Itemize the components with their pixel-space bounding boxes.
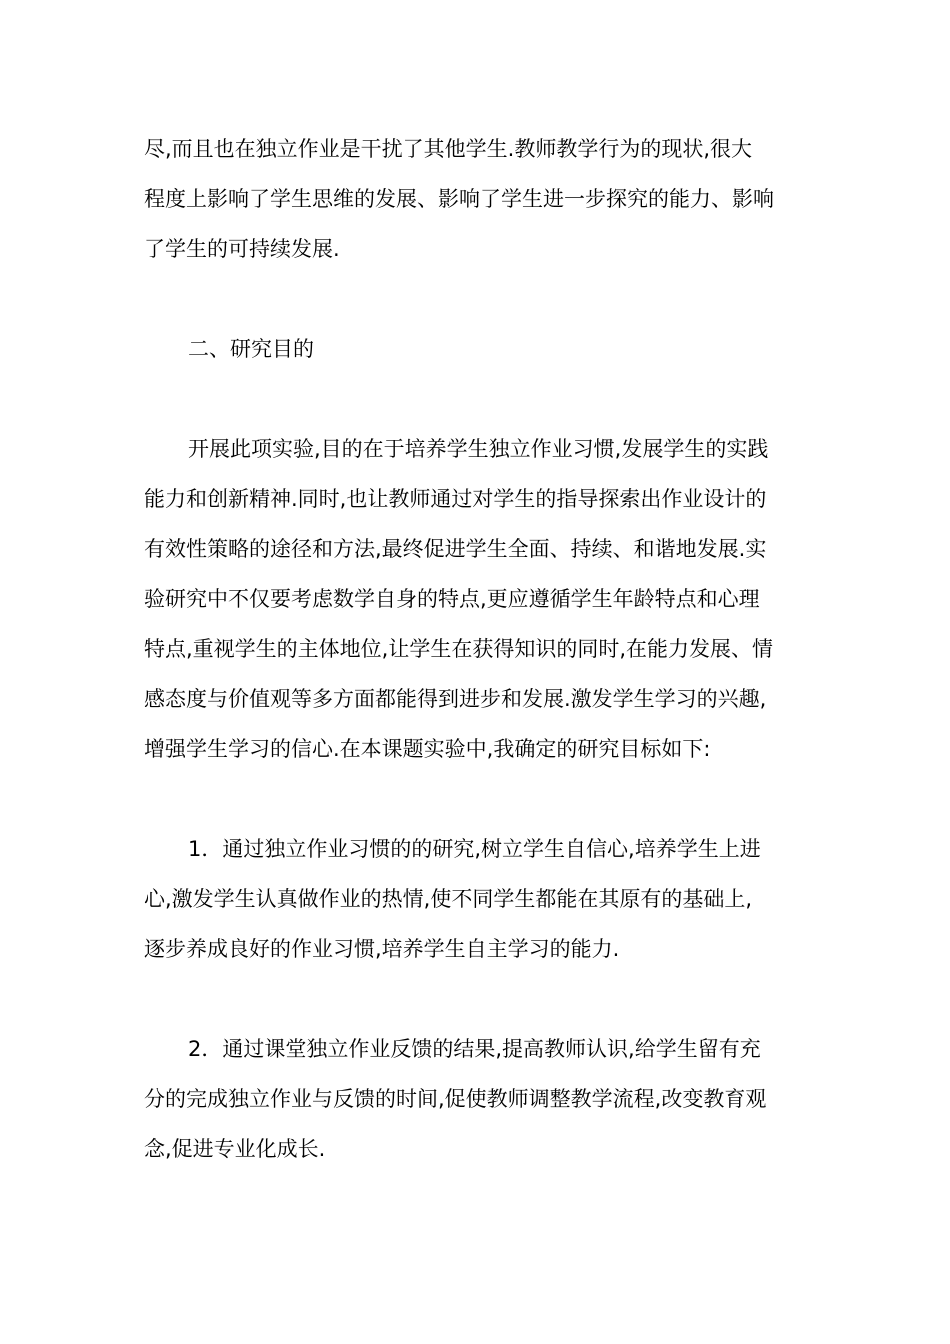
text-line: 有效性策略的途径和方法,最终促进学生全面、持续、和谐地发展.实	[144, 537, 767, 561]
paragraph-goal-2	[144, 1024, 808, 1174]
text-line: 特点,重视学生的主体地位,让学生在获得知识的同时,在能力发展、情	[144, 637, 774, 661]
text-line: 心,激发学生认真做作业的热情,使不同学生都能在其原有的基础上,	[144, 887, 753, 911]
text-line: 验研究中不仅要考虑数学自身的特点,更应遵循学生年龄特点和心理	[144, 587, 760, 611]
text-line: 分的完成独立作业与反馈的时间,促使教师调整教学流程,改变教育观	[144, 1087, 767, 1111]
paragraph-purpose	[144, 424, 808, 774]
text-line: 程度上影响了学生思维的发展、影响了学生进一步探究的能力、影响	[144, 187, 774, 211]
text-line: 逐步养成良好的作业习惯,培养学生自主学习的能力.	[144, 937, 620, 961]
text-line: 增强学生学习的信心.在本课题实验中,我确定的研究目标如下:	[144, 737, 711, 761]
text-line: 2．通过课堂独立作业反馈的结果,提高教师认识,给学生留有充	[188, 1037, 761, 1061]
text-line: 感态度与价值观等多方面都能得到进步和发展.激发学生学习的兴趣,	[144, 687, 767, 711]
section-heading	[144, 324, 808, 374]
text-line: 尽,而且也在独立作业是干扰了其他学生.教师教学行为的现状,很大	[144, 137, 753, 161]
paragraph-intro	[144, 124, 808, 274]
text-line: 能力和创新精神.同时,也让教师通过对学生的指导探索出作业设计的	[144, 487, 767, 511]
text-line: 了学生的可持续发展.	[144, 237, 340, 261]
paragraph-goal-1	[144, 824, 808, 974]
text-line: 1．通过独立作业习惯的的研究,树立学生自信心,培养学生上进	[188, 837, 761, 861]
text-line: 念,促进专业化成长.	[144, 1137, 326, 1161]
heading-text: 二、研究目的	[188, 337, 314, 361]
text-line: 开展此项实验,目的在于培养学生独立作业习惯,发展学生的实践	[188, 437, 769, 461]
